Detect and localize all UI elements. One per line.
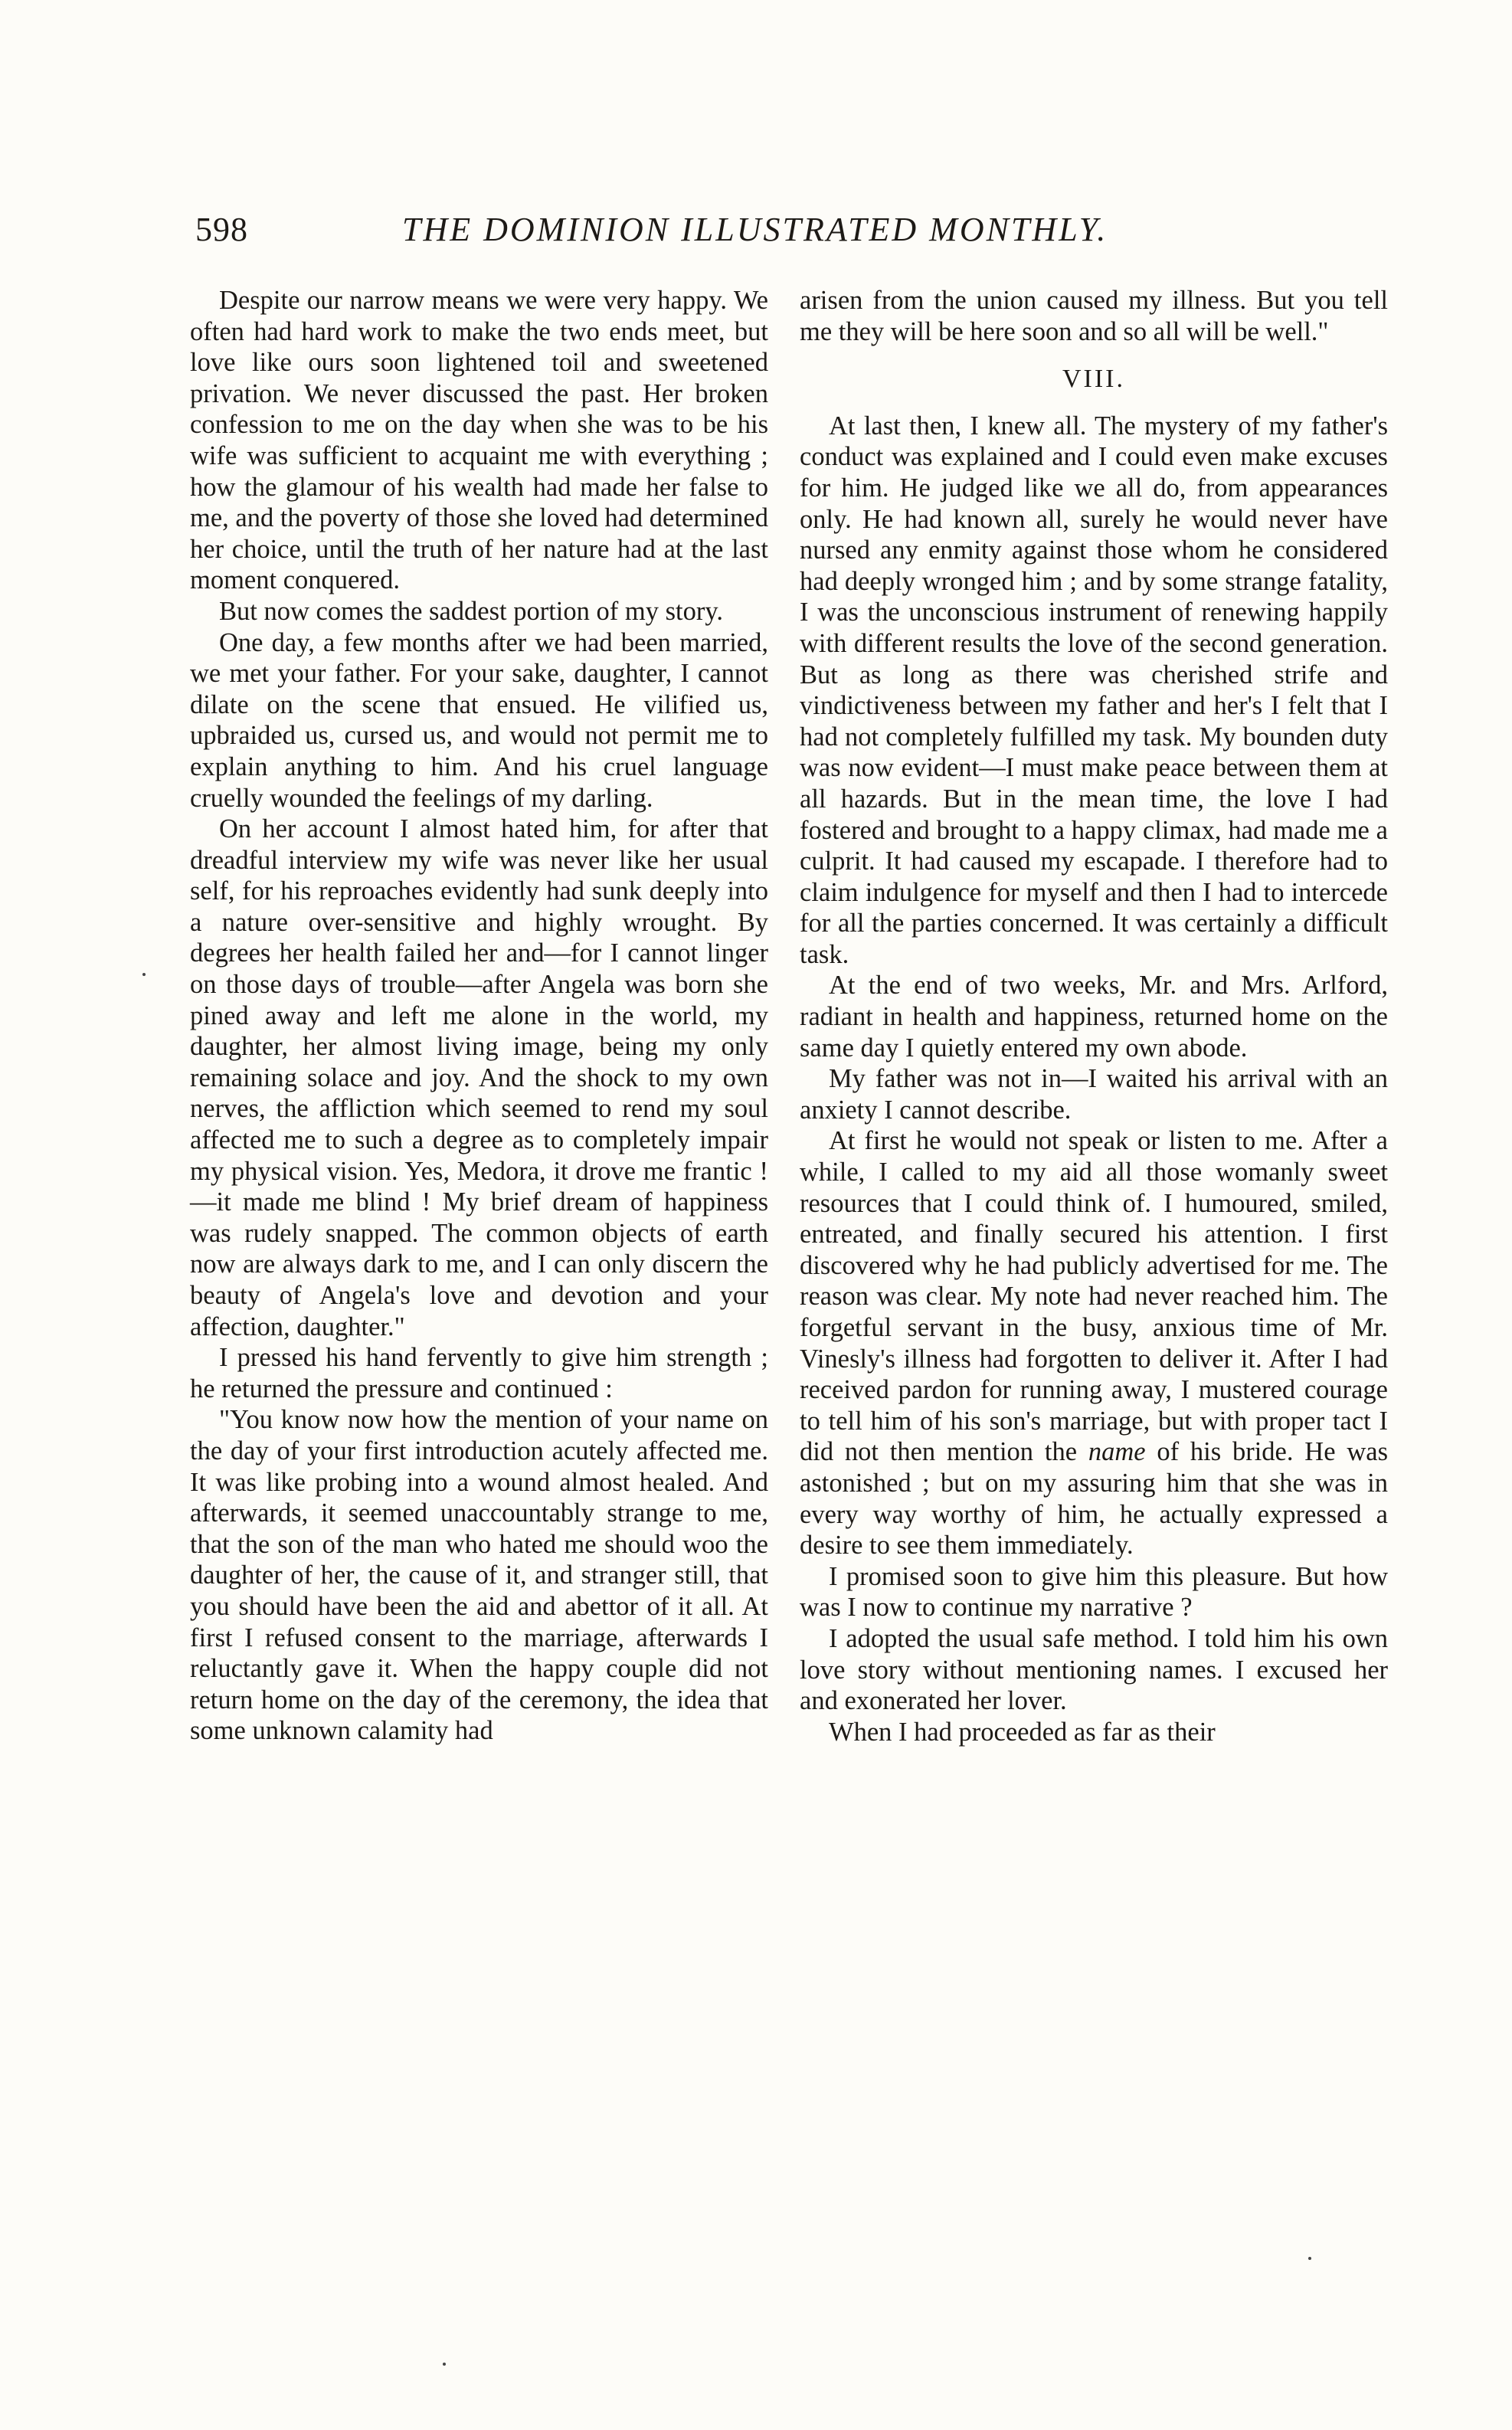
paragraph: My father was not in—I waited his arrival with an anxiety I cannot describe.	[800, 1064, 1388, 1125]
paragraph: I adopted the usual safe method. I told him his own love story without mentioning names. I excused her and exonerated her lover.	[800, 1623, 1388, 1716]
paragraph: "You know now how the mention of your name on the day of your first introduction acutely affected me. It was like probing into a wound almost healed. And afterwards, it seemed unaccountably strange to me, that the son of the man who hated me should woo the daughter of her, the cause of it, and stranger still, that you should have been the aid and abettor of it all. At first I refused consent to the marriage, afterwards I reluctantly gave it. When the happy couple did not return home on the day of the ceremony, the idea that some unknown calamity had	[190, 1405, 768, 1746]
page-number: 598	[195, 211, 248, 248]
print-speck	[443, 2363, 446, 2366]
paragraph: But now comes the saddest portion of my story.	[219, 596, 723, 626]
left-column	[190, 285, 768, 1747]
paragraph	[800, 1125, 1388, 1561]
paragraph: When I had proceeded as far as their	[829, 1717, 1216, 1747]
paragraph: At the end of two weeks, Mr. and Mrs. Arlford, radiant in health and happiness, returned home on the same day I quietly entered my own abode.	[800, 971, 1388, 1063]
paragraph: I pressed his hand fervently to give him strength ; he returned the pressure and continued :	[190, 1343, 768, 1403]
paragraph: On her account I almost hated him, for after that dreadful interview my wife was never like her usual self, for his reproaches evidently had sunk deeply into a nature over-sensitive and highly wrought. By degrees her health failed her and—for I cannot linger on those days of trouble—after Angela was born she pined away and left me alone in the world, my daughter, her almost living image, being my only remaining solace and joy. And the shock to my own nerves, the affliction which seemed to rend my soul affected me to such a degree as to completely impair my physical vision. Yes, Medora, it drove me frantic !—it made me blind ! My brief dream of happiness was rudely snapped. The common objects of earth now are always dark to me, and I can only discern the beauty of Angela's love and devotion and your affection, daughter."	[190, 814, 768, 1341]
right-column	[800, 285, 1388, 1747]
paragraph: I promised soon to give him this pleasure. But how was I now to continue my narrative ?	[800, 1561, 1388, 1623]
running-title: THE DOMINION ILLUSTRATED MONTHLY.	[402, 211, 1108, 248]
running-header	[195, 210, 1176, 256]
italic-word: name	[1088, 1437, 1146, 1467]
paragraph: At last then, I knew all. The mystery of my father's conduct was explained and I could even make excuses for him. He judged like we all do, from appearances only. He had known all, surely he would never have nursed any enmity against those whom he considered had deeply wronged him ; and by some strange fatality, I was the unconscious instrument of renewing happily with different results the love of the second generation. But as long as there was cherished strife and vindictiveness between my father and her's I felt that I had not completely fulfilled my task. My bounden duty was now evident—I must make peace between them at all hazards. But in the mean time, the love I had fostered and brought to a happy climax, had made me a culprit. It had caused my escapade. I therefore had to claim indulgence for myself and then I had to intercede for all the parties concerned. It was certainly a difficult task.	[800, 411, 1388, 969]
paragraph: One day, a few months after we had been married, we met your father. For your sake, daughter, I cannot dilate on the scene that ensued. He vilified us, upbraided us, cursed us, and would not permit me to explain anything to him. And his cruel language cruelly wounded the feelings of my darling.	[190, 627, 768, 813]
print-speck	[142, 973, 146, 976]
continued-paragraph: arisen from the union caused my illness. But you tell me they will be here soon and so all will be well."	[800, 286, 1388, 346]
paragraph: Despite our narrow means we were very happy. We often had hard work to make the two ends meet, but love like ours soon lightened toil and sweetened privation. We never discussed the past. Her broken confession to me on the day when she was to be his wife was sufficient to acquaint me with everything ; how the glamour of his wealth had made her false to me, and the poverty of those she loved had determined her choice, until the truth of her nature had at the last moment conquered.	[190, 286, 768, 595]
paragraph-text: of his bride. He was astonished ; but on my assuring him that she was in every way worthy of him, he actually expressed a desire to see them immediately.	[800, 1437, 1388, 1561]
print-speck	[1308, 2257, 1311, 2260]
paragraph-text: At first he would not speak or listen to me. After a while, I called to my aid all those womanly sweet resources that I could think of. I humoured, smiled, entreated, and finally secured his attention. I first discovered why he had publicly advertised for me. The reason was clear. My note had never reached him. The forgetful servant in the busy, anxious time of Mr. Vinesly's illness had forgotten to deliver it. After I had received pardon for running away, I mustered courage to tell him of his son's marriage, but with proper tact I did not then mention the	[800, 1126, 1388, 1467]
section-heading: VIII.	[1062, 365, 1126, 394]
